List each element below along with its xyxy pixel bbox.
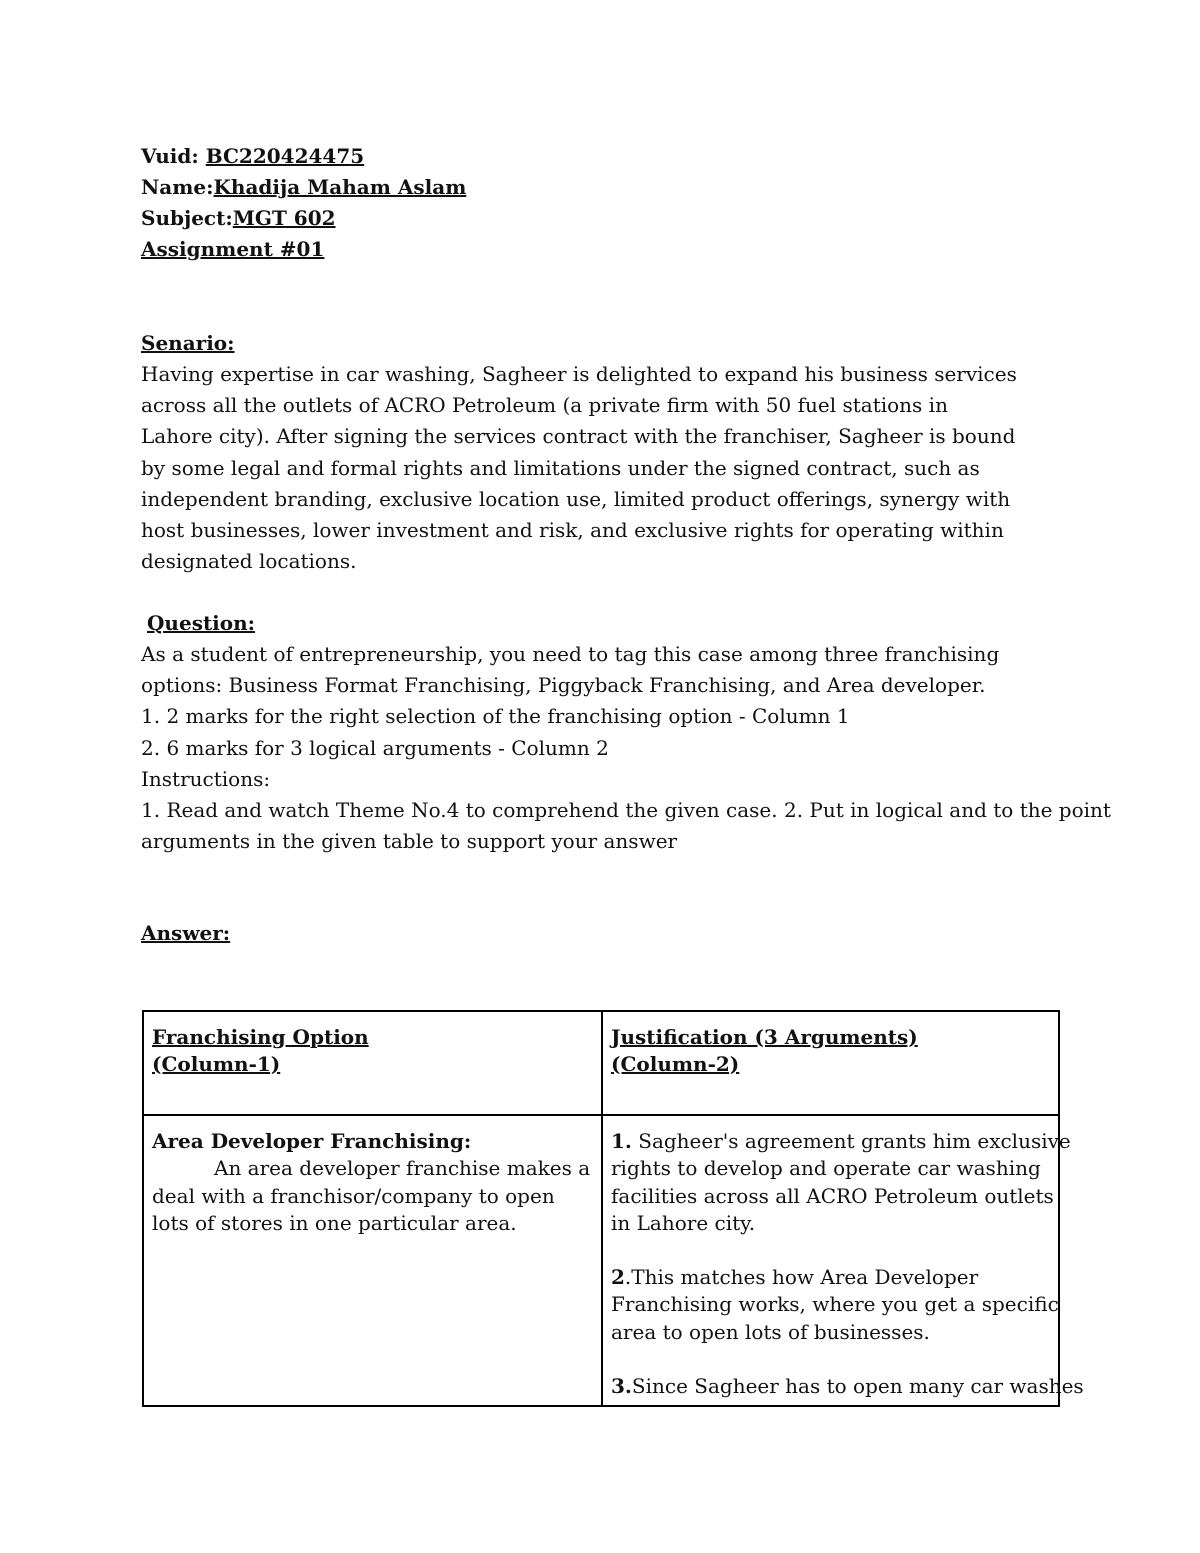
col2-header: Justification (3 Arguments) [611,1025,918,1049]
name-value: Khadija Maham Aslam [213,175,467,199]
option-desc-line: deal with a franchisor/company to open [152,1183,555,1208]
justification-cell [611,1128,1084,1400]
option-title: Area Developer Franchising: [152,1129,472,1153]
scenario-line: Having expertise in car washing, Sagheer is delighted to expand his business services [141,362,1017,386]
spacer [611,1237,1084,1264]
column-divider [601,1012,603,1405]
col1-header: Franchising Option [152,1025,369,1049]
scenario-line: by some legal and formal rights and limitations under the signed contract, such as [141,455,980,480]
scenario-line: across all the outlets of ACRO Petroleum (a private firm with 50 fuel stations in [141,393,948,418]
name-line [141,172,466,203]
vuid-label: Vuid: [141,144,206,168]
scenario-heading: Senario: [141,331,235,355]
argument-3-line: 3.Since Sagheer has to open many car washes [611,1374,1084,1399]
question-line: arguments in the given table to support your answer [141,829,678,854]
spacer [611,1346,1084,1373]
question-line: 2. 6 marks for 3 logical arguments - Column 2 [141,735,609,760]
argument-1-number: 1. [611,1129,632,1153]
question-heading: Question: [147,611,256,635]
subject-line [141,203,336,234]
subject-label: Subject: [141,206,233,230]
argument-2-line: 2.This matches how Area Developer [611,1265,979,1290]
assignment-title: Assignment #01 [141,237,325,261]
subject-value: MGT 602 [232,206,336,230]
col2-header-cell [611,1024,918,1079]
vuid-line [141,141,364,172]
option-desc-line: An area developer franchise makes a [214,1156,591,1181]
argument-1-line: 1. Sagheer's agreement grants him exclusive [611,1129,1071,1153]
vuid-value: BC220424475 [205,144,365,168]
argument-1-line: facilities across all ACRO Petroleum outlets [611,1183,1054,1208]
scenario-line: independent branding, exclusive location use, limited product offerings, synergy with [141,486,1011,511]
scenario-line: Lahore city). After signing the services contract with the franchiser, Sagheer is bound [141,424,1016,449]
question-line: 1. 2 marks for the right selection of the franchising option - Column 1 [141,704,850,729]
question-paragraph [141,639,1111,857]
argument-2-line: area to open lots of businesses. [611,1319,930,1344]
argument-3-number: 3. [611,1374,632,1399]
answer-heading: Answer: [141,921,231,945]
option-cell [152,1128,590,1237]
argument-2-line: Franchising works, where you get a specific [611,1292,1059,1317]
question-line: Instructions: [141,766,271,791]
scenario-line: designated locations. [141,549,357,574]
argument-2-number: 2 [611,1265,625,1290]
question-line: 1. Read and watch Theme No.4 to comprehend the given case. 2. Put in logical and to the point [141,798,1111,823]
argument-1-line: rights to develop and operate car washing [611,1156,1041,1181]
col1-subheader: (Column-1) [152,1052,281,1077]
name-label: Name: [141,175,214,199]
header-row-divider [144,1114,1058,1116]
argument-1-line: in Lahore city. [611,1210,756,1235]
scenario-line: host businesses, lower investment and risk, and exclusive rights for operating within [141,518,1004,543]
col1-header-cell [152,1024,369,1079]
col2-subheader: (Column-2) [611,1052,740,1077]
option-desc-line: lots of stores in one particular area. [152,1210,517,1235]
answer-table [142,1010,1084,1407]
question-line: As a student of entrepreneurship, you need to tag this case among three franchising [141,642,1000,666]
scenario-paragraph [141,359,1017,577]
question-line: options: Business Format Franchising, Piggyback Franchising, and Area developer. [141,673,986,698]
